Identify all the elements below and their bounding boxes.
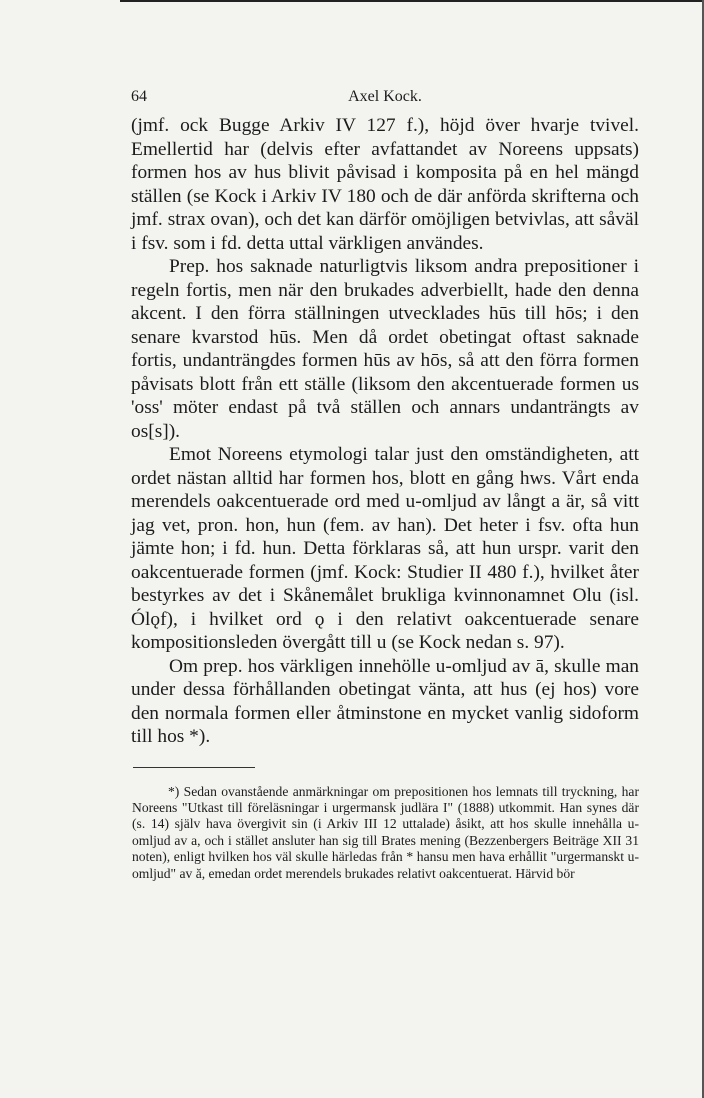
page-top-edge xyxy=(120,0,704,2)
main-text xyxy=(131,114,639,749)
paragraph-1: (jmf. ock Bugge Arkiv IV 127 f.), höjd över hvarje tvivel. Emellertid har (delvis efter avfattandet av Noreens uppsats) formen hos av hus blivit påvisad i komposita på en hel mängd ställen (se Kock i Arkiv IV 180 och de där anförda skrifterna och jmf. strax ovan), och det kan därför omöjligen betvivlas, att såväl i fsv. som i fd. detta uttal värkligen användes. xyxy=(131,115,639,254)
book-page xyxy=(131,88,639,882)
page-number: 64 xyxy=(131,88,147,105)
paragraph-3: Emot Noreens etymologi talar just den omständigheten, att ordet nästan alltid har formen hos, blott en gång hws. Vårt enda merendels oakcentuerade ord med u-omljud av långt a är, så vitt jag vet, pron. hon, hun (fem. av han). Det heter i fsv. ofta hun jämte hon; i fd. hun. Detta förklaras så, att hun urspr. varit den oakcentuerade formen (jmf. Kock: Studier II 480 f.), hvilket åter bestyrkes av det i Skånemålet brukliga kvinnonamnet Olu (isl. Ólǫf), i hvilket ord ǫ i den relativt oakcentuerade senare kompositionsleden övergått till u (se Kock nedan s. 97). xyxy=(131,444,639,653)
page-header xyxy=(131,88,639,110)
paragraph-2: Prep. hos saknade naturligtvis liksom andra prepositioner i regeln fortis, men när den brukades adverbiellt, hade den denna akcent. I den förra ställningen utvecklades hūs till hōs; i den senare kvarstod hūs. Men då ordet obetingat oftast saknade fortis, undanträngdes formen hūs av hōs, så att den förra formen påvisats blott från ett ställe (liksom den akcentuerade formen us 'oss' möter endast på två ställen och annars undanträngts av os[s]). xyxy=(131,256,639,442)
footnote-text: *) Sedan ovanstående anmärkningar om prepositionen hos lemnats till tryckning, har Noreens "Utkast till föreläsningar i urgermansk judlära I" (1888) utkommit. Han synes där (s. 14) själv hava övergivit sin (i Arkiv III 12 uttalade) åsikt, att hos skulle innehålla u-omljud av a, och i stället ansluter han sig till Brates mening (Bezzenbergers Beiträge XII 31 noten), enligt hvilken hos väl skulle härledas från * hansu men hava erhållit "urgermanskt u-omljud" av ă, emedan ordet merendels brukades relativt oakcentuerat. Härvid bör xyxy=(132,783,639,881)
running-head: Axel Kock. xyxy=(348,88,422,105)
footnote-divider xyxy=(133,767,255,768)
paragraph-4: Om prep. hos värkligen innehölle u-omljud av ā, skulle man under dessa förhållanden obetingat vänta, att hus (ej hos) vore den normala formen eller åtminstone en mycket vanlig sidoform till hos *). xyxy=(131,655,639,747)
footnote xyxy=(131,784,639,882)
